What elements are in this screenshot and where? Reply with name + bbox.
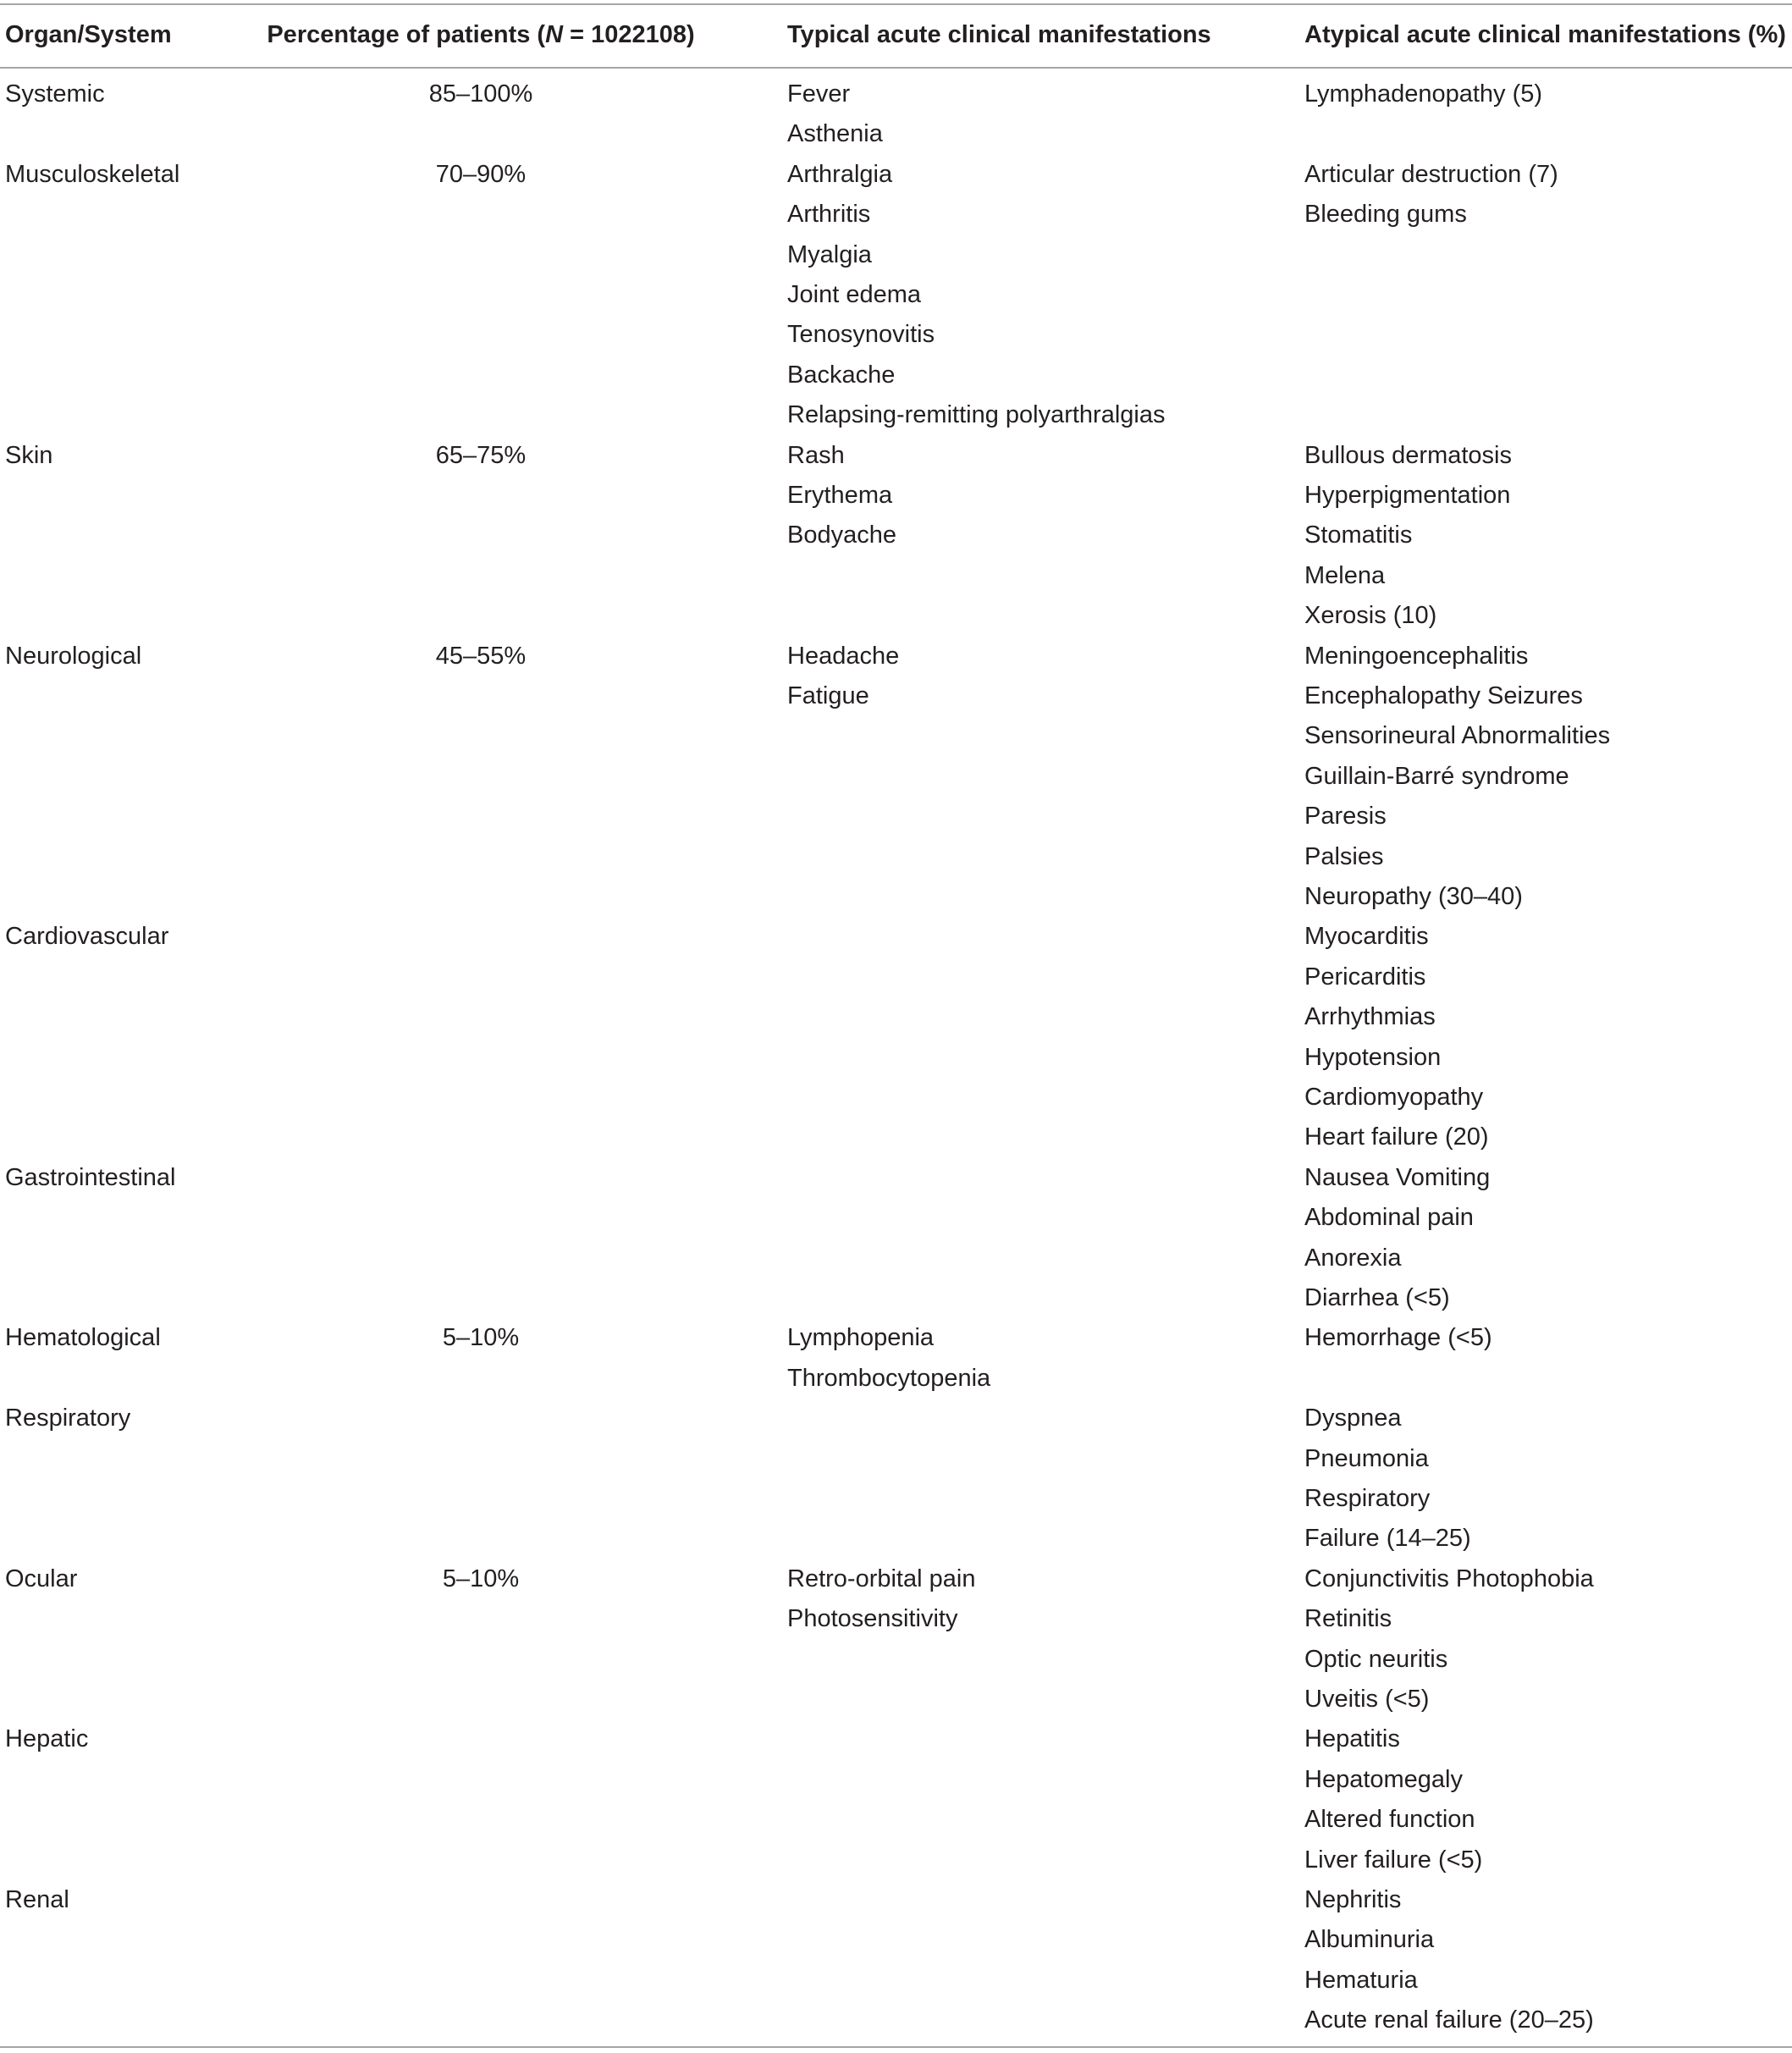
atypical-manifestation-item: Xerosis (10) <box>1304 602 1437 630</box>
atypical-manifestations-cell <box>1304 1559 1594 1720</box>
header-pct-suffix: = 1022108) <box>563 21 695 48</box>
atypical-manifestation-item: Bullous dermatosis <box>1304 441 1512 469</box>
atypical-manifestation-item: Pericarditis <box>1304 963 1426 991</box>
atypical-manifestation-item: Sensorineural Abnormalities <box>1304 722 1611 750</box>
typical-manifestation-item: Joint edema <box>787 280 921 308</box>
atypical-manifestation-item: Guillain-Barré syndrome <box>1304 762 1569 790</box>
atypical-manifestation-item: Abdominal pain <box>1304 1204 1474 1232</box>
atypical-manifestations-cell <box>1304 436 1512 637</box>
header-atypical-manifestations: Atypical acute clinical manifestations (%) <box>1304 21 1786 48</box>
atypical-manifestation-item: Heart failure (20) <box>1304 1123 1489 1151</box>
typical-manifestation-item: Erythema <box>787 481 893 509</box>
atypical-manifestation-item: Optic neuritis <box>1304 1645 1448 1673</box>
atypical-manifestations-cell <box>1304 1158 1490 1319</box>
typical-manifestations-cell <box>787 436 896 556</box>
typical-manifestation-item: Headache <box>787 642 900 670</box>
organ-system-cell: Neurological <box>5 642 142 670</box>
organ-system-cell: Skin <box>5 441 53 469</box>
atypical-manifestations-cell <box>1304 1399 1471 1559</box>
table-row <box>0 1559 1792 1720</box>
atypical-manifestations-cell <box>1304 75 1542 114</box>
organ-system-cell: Cardiovascular <box>5 923 169 951</box>
atypical-manifestations-cell <box>1304 637 1610 918</box>
table-row <box>0 436 1792 637</box>
typical-manifestation-item: Thrombocytopenia <box>787 1364 991 1392</box>
typical-manifestation-item: Backache <box>787 361 896 389</box>
atypical-manifestation-item: Dyspnea <box>1304 1405 1402 1432</box>
atypical-manifestations-cell <box>1304 1719 1482 1880</box>
atypical-manifestation-item: Albuminuria <box>1304 1926 1435 1954</box>
atypical-manifestation-item: Stomatitis <box>1304 522 1413 549</box>
atypical-manifestations-cell <box>1304 155 1558 235</box>
atypical-manifestation-item: Hypotension <box>1304 1043 1442 1071</box>
table-row <box>0 1318 1792 1399</box>
atypical-manifestation-item: Lymphadenopathy (5) <box>1304 80 1543 108</box>
atypical-manifestation-item: Liver failure (<5) <box>1304 1846 1483 1874</box>
percentage-cell: 45–55% <box>435 642 527 670</box>
typical-manifestation-item: Fever <box>787 80 851 108</box>
typical-manifestation-item: Tenosynovitis <box>787 321 935 349</box>
typical-manifestation-item: Retro-orbital pain <box>787 1565 976 1592</box>
atypical-manifestation-item: Myocarditis <box>1304 923 1429 951</box>
table-bottom-rule <box>0 2046 1792 2048</box>
table-row <box>0 75 1792 155</box>
typical-manifestation-item: Relapsing-remitting polyarthralgias <box>787 401 1166 429</box>
table-row <box>0 637 1792 918</box>
typical-manifestations-cell <box>787 155 1165 436</box>
typical-manifestations-cell <box>787 1318 990 1399</box>
header-pct-prefix: Percentage of patients ( <box>267 21 546 48</box>
typical-manifestation-item: Asthenia <box>787 120 883 148</box>
atypical-manifestation-item: Neuropathy (30–40) <box>1304 882 1523 910</box>
organ-system-cell: Respiratory <box>5 1405 131 1432</box>
header-bottom-rule <box>0 67 1792 69</box>
atypical-manifestation-item: Bleeding gums <box>1304 201 1467 229</box>
table-row <box>0 155 1792 436</box>
atypical-manifestation-item: Meningoencephalitis <box>1304 642 1529 670</box>
typical-manifestation-item: Bodyache <box>787 522 896 549</box>
atypical-manifestations-cell <box>1304 917 1489 1157</box>
atypical-manifestation-item: Paresis <box>1304 803 1387 831</box>
organ-system-cell: Gastrointestinal <box>5 1163 176 1191</box>
atypical-manifestations-cell <box>1304 1880 1594 2041</box>
table-row <box>0 1719 1792 1880</box>
header-percentage-of-patients <box>264 15 698 54</box>
atypical-manifestation-item: Retinitis <box>1304 1605 1392 1633</box>
percentage-cell: 5–10% <box>442 1565 520 1592</box>
atypical-manifestation-item: Palsies <box>1304 842 1384 870</box>
header-typical-manifestations: Typical acute clinical manifestations <box>787 21 1211 48</box>
atypical-manifestation-item: Pneumonia <box>1304 1444 1429 1472</box>
atypical-manifestation-item: Respiratory <box>1304 1484 1431 1512</box>
organ-system-cell: Renal <box>5 1885 69 1913</box>
organ-system-cell: Ocular <box>5 1565 78 1592</box>
typical-manifestation-item: Rash <box>787 441 845 469</box>
atypical-manifestation-item: Arrhythmias <box>1304 1003 1436 1031</box>
table-row <box>0 1399 1792 1559</box>
typical-manifestation-item: Myalgia <box>787 240 872 268</box>
typical-manifestations-cell <box>787 637 899 717</box>
header-organ-system: Organ/System <box>5 21 172 48</box>
table-row <box>0 917 1792 1157</box>
atypical-manifestation-item: Diarrhea (<5) <box>1304 1283 1450 1311</box>
percentage-cell: 5–10% <box>442 1324 520 1352</box>
table-body <box>0 75 1792 2041</box>
typical-manifestation-item: Arthritis <box>787 201 871 229</box>
atypical-manifestation-item: Conjunctivitis Photophobia <box>1304 1565 1594 1592</box>
atypical-manifestations-cell <box>1304 1318 1492 1358</box>
table-row <box>0 1880 1792 2041</box>
table-row <box>0 1158 1792 1319</box>
atypical-manifestation-item: Anorexia <box>1304 1244 1402 1272</box>
typical-manifestation-item: Photosensitivity <box>787 1605 958 1633</box>
percentage-cell: 65–75% <box>435 441 527 469</box>
organ-system-cell: Hepatic <box>5 1725 89 1753</box>
organ-system-cell: Hematological <box>5 1324 161 1352</box>
atypical-manifestation-item: Altered function <box>1304 1806 1475 1834</box>
atypical-manifestation-item: Hyperpigmentation <box>1304 481 1511 509</box>
header-pct-n: N <box>545 21 564 48</box>
typical-manifestations-cell <box>787 1559 975 1640</box>
atypical-manifestation-item: Failure (14–25) <box>1304 1525 1471 1553</box>
atypical-manifestation-item: Hepatitis <box>1304 1725 1400 1753</box>
typical-manifestation-item: Arthralgia <box>787 160 893 188</box>
percentage-cell: 85–100% <box>428 80 533 108</box>
atypical-manifestation-item: Hemorrhage (<5) <box>1304 1324 1492 1352</box>
atypical-manifestation-item: Hematuria <box>1304 1966 1418 1994</box>
atypical-manifestation-item: Hepatomegaly <box>1304 1765 1463 1793</box>
table-top-rule <box>0 3 1792 5</box>
atypical-manifestation-item: Acute renal failure (20–25) <box>1304 2006 1594 2034</box>
atypical-manifestation-item: Articular destruction (7) <box>1304 160 1558 188</box>
atypical-manifestation-item: Cardiomyopathy <box>1304 1083 1484 1111</box>
typical-manifestation-item: Fatigue <box>787 682 869 709</box>
typical-manifestations-cell <box>787 75 883 155</box>
atypical-manifestation-item: Encephalopathy Seizures <box>1304 682 1583 709</box>
typical-manifestation-item: Lymphopenia <box>787 1324 935 1352</box>
organ-system-cell: Musculoskeletal <box>5 160 180 188</box>
atypical-manifestation-item: Nausea Vomiting <box>1304 1163 1491 1191</box>
percentage-cell: 70–90% <box>435 160 527 188</box>
atypical-manifestation-item: Melena <box>1304 561 1386 589</box>
atypical-manifestation-item: Nephritis <box>1304 1885 1402 1913</box>
organ-system-cell: Systemic <box>5 80 105 108</box>
atypical-manifestation-item: Uveitis (<5) <box>1304 1685 1430 1713</box>
